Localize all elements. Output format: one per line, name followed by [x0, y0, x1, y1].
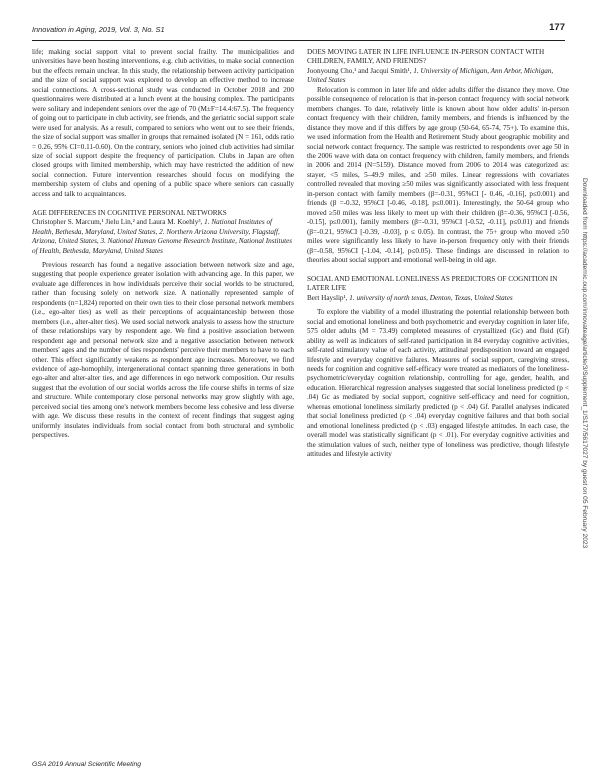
article-abstract: Previous research has found a negative association between network size and age, suggesting that people experience greater isolation with advancing age. In this paper, we evaluate age differences in how individuals perceive their social worlds to be structured, rather than focusing solely on network size. A nationally represented sample of respondents (n=1,824) reported on their own ties to their close personal network members (i.e., ego-alter ties) as well as their perceptions of acquaintanceship between those members (i.e., alter-alter ties). We used social network analysis to assess how the structure of these relationships vary by respondent age. We find a positive association between respondent age and personal network size and a negative association between network members' ages and the number of ties respondents' perceive their members to have to each other. This effect significantly weakens as respondent age increases. Moreover, we find evidence of age-homophily, intergenerational contact spanning three generations in both ego-alter and alter-alter ties, and age differences in ego network composition. Our results suggest that the evolution of our social worlds across the life course shifts in terms of size and structure. While contemporary close personal networks may grow slightly with age, perceived social ties among one's network members become less cohesive and less diverse with age. We discuss these results in the context of recent findings that suggest aging uniformly insulates individuals from social contact from both structural and symbolic perspectives. [32, 261, 294, 440]
article-abstract: Relocation is common in later life and older adults differ the distance they move. One possible consequence of relocation is that in-person contact frequency with social network members changes. To date, relatively little is known about how older adults' in-person contact frequency with their children, family members, and friends is influenced by the distance they move and if this differs by age group (50-64, 65-74, 75+). To examine this, we used information from the Health and Retirement Study about geographic mobility and social network contact frequency. The sample was restricted to respondents over age 50 in the 2006 wave with data on contact frequency with children, family members, and friends in 2006 and 2014 (N=5159). Distance moved from 2006 to 2014 was categorized as: stayer, <5 miles, 5–49.9 miles, and ≥50 miles. Linear regressions with covariates controlled revealed that moving ≥50 miles was significantly associated with less frequent in-person contact with family members (β=-0.31, 95%CI [- 0.46, -0.16], p≤0.001) and friends (β =-0.32, 95%CI [-0.46, -0.18], p≤0.001). Interestingly, the 50-64 group who moved ≥50 miles was less likely to meet up with their children (β=-0.36, 95%CI [-0.56, -0.15], p≤0.001), family members (β=-0.31, 95%CI [-0.52, -0.11], p≤0.01) and friends (β=-0.21, 95%CI [-0.39, -0.03], p ≤ 0.05). In contrast, the 75+ group who moved ≥50 miles were significantly less likely to have in-person frequency only with their friends (β=-0.58, 95%CI [-1.04, -0.14], p≤0.05). These findings are discussed in relation to theories about social support and emotional well-being in old age. [307, 85, 569, 264]
article-title-moving-later: DOES MOVING LATER IN LIFE INFLUENCE IN-PERSON CONTACT WITH CHILDREN, FAMILY, AND FRIENDS? [307, 48, 545, 66]
author-affiliations: 1. National Institutes of Health, Bethesda, Maryland, United States, 2. Northern Arizona University, Flagstaff, Arizona, United States, 3. National Human Genome Research Institute, National Institutes of Health, Bethesda, Maryland, United States [32, 218, 293, 255]
right-column [307, 48, 569, 460]
article-abstract: To explore the viability of a model illustrating the potential relationship between both social and emotional loneliness and both psychometric and everyday cognition in later life, 575 older adults (M = 73.49) completed measures of crystallized (Gc) and fluid (Gf) ability as well as indicators of self-rated participation in 84 everyday cognitive activities, self-rated stimulatory value of each activity, attitudinal predisposition toward an engaged lifestyle and everyday cognitive failures. Measures of social support, caregiving stress, needs for cognition and cognitive self-efficacy were treated as mediators of the loneliness-psychometric/everyday cognition relationship, controlling for age, gender, health, and education. Hierarchical regression analyses suggested that social loneliness predicted (p < .04) Gc as mediated by social support, cognitive self-efficacy and need for cognition, whereas emotional loneliness similarly predicted (p < .04) Gf. Parallel analyses indicated that social loneliness predicted (p < .04) everyday cognitive failures and that both social and emotional loneliness predicted (p < .03) engaged lifestyle attitudes. In each case, the overall model was statistically significant (p < .01). For everyday cognitive activities and the stimulation values of such, neither type of loneliness was predictive, though lifestyle attitudes and lifestyle activity [307, 308, 569, 459]
page-number: 177 [549, 22, 565, 33]
author-affiliations: 1. university of north texas, Denton, Texas, United States [349, 293, 513, 302]
continued-abstract-text: life; making social support vital to prevent social frailty. The municipalities and universities have been hosting interventions, e.g. club activities, to make social connection but the effects remain unclear. In this study, the relationship between activity participation and the size of social support was explored to develop an effective method to increase social connections. A cross-sectional study was conducted in October 2018 and 200 questionnaires were distributed at a lunch event at the housing complex. The participants were solitary and independent seniors over the age of 70 (M±F=14.4:67.5). The frequency of going out to participate in club activity, see friends, and the geriatric social support scale were used for analysis. As a result, compared to seniors who went out to see their friends, the size of social support was smaller in groups that remained isolated (N = 161, odds ratio = 0.26, 95% CI=0.11-0.60). On the contrary, seniors who joined club activities had similar size of social support despite the frequency of participation. Clubs in Japan are often closed groups with limited membership, which may have restricted the addition of new social connection. Future intervention researches should focus on modifying the membership system of clubs and opening of a public space where seniors can casually access and talk to acquaintances. [32, 48, 294, 198]
header-rule [32, 40, 565, 41]
article-authors [307, 67, 569, 86]
journal-citation: Innovation in Aging, 2019, Vol. 3, No. S1 [32, 25, 165, 34]
running-header [32, 22, 565, 38]
article-title-loneliness: SOCIAL AND EMOTIONAL LONELINESS AS PREDICTORS OF COGNITION IN LATER LIFE [307, 274, 558, 293]
article-authors [307, 294, 569, 303]
author-names: Joonyoung Cho,¹ and Jacqui Smith¹, [307, 66, 414, 75]
author-affiliations: 1. University of Michigan, Ann Arbor, Michigan, United States [307, 66, 554, 85]
article-title-age-differences: AGE DIFFERENCES IN COGNITIVE PERSONAL NETWORKS [32, 208, 227, 217]
author-names: Bert Hayslip¹, [307, 293, 350, 302]
author-names: Christopher S. Marcum,¹ Jielu Lin,² and Laura M. Koehly³, [32, 218, 205, 227]
article-authors [32, 218, 294, 256]
left-column [32, 48, 294, 441]
download-watermark: Downloaded from https://academic.oup.com/innovateage/article/3/Supplement_1/S177/5617027 by guest on 05 February 2023 [581, 178, 588, 549]
page-footer: GSA 2019 Annual Scientific Meeting [32, 761, 142, 768]
